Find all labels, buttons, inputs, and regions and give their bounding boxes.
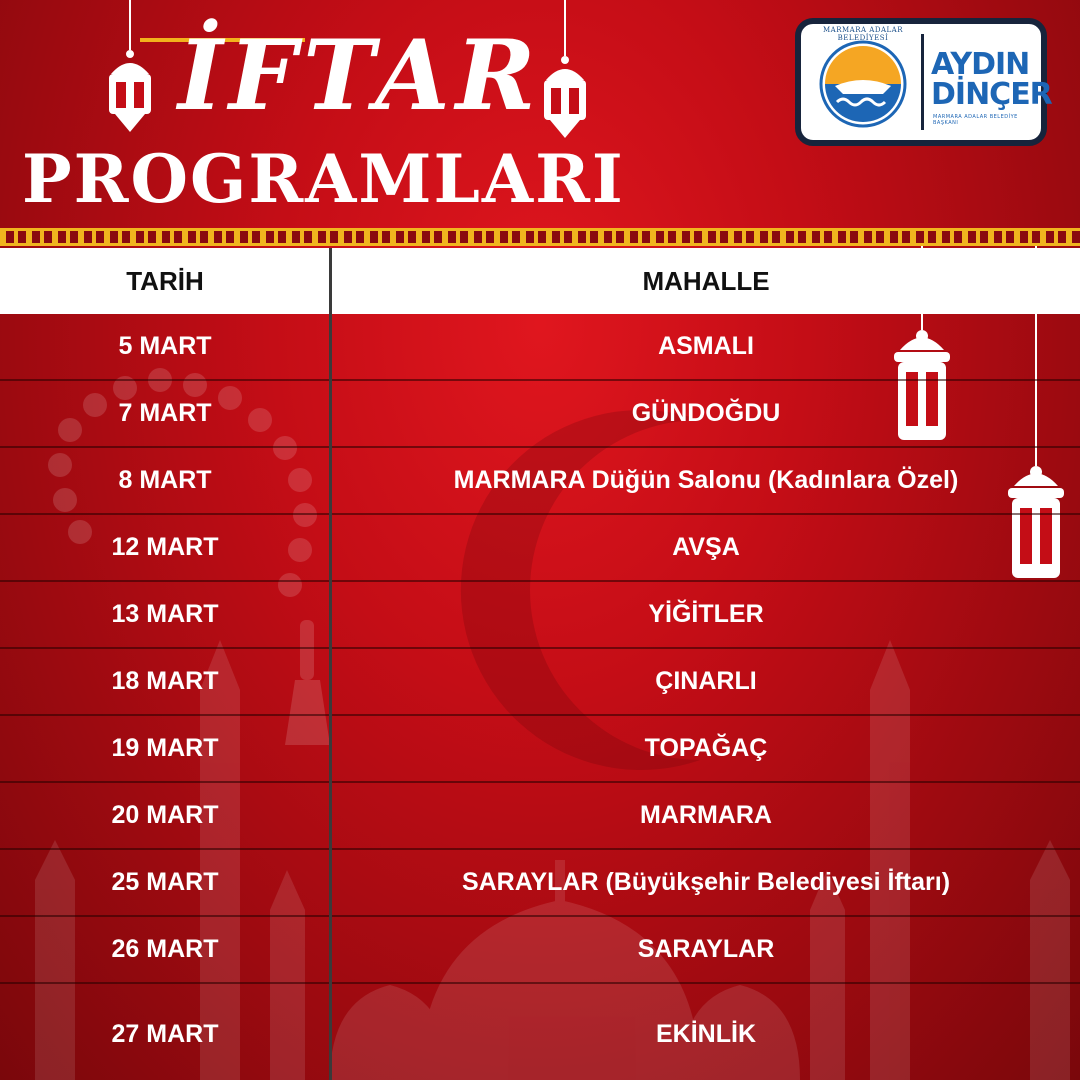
row-neighborhood: TOPAĞAÇ [644,734,768,762]
row-neighborhood: YİĞİTLER [648,600,764,628]
row-neighborhood: AVŞA [672,533,740,561]
header [0,0,1080,230]
municipality-logo [795,18,1052,146]
table-row [0,582,1080,649]
row-neighborhood: EKİNLİK [656,1020,756,1048]
row-date: 25 MART [111,868,219,896]
row-neighborhood: SARAYLAR [637,935,775,963]
row-neighborhood: MARMARA [640,801,772,829]
row-date: 27 MART [111,1020,219,1048]
logo-name [931,47,1052,112]
logo-name-line-1: AYDIN [931,47,1030,82]
row-date: 20 MART [111,801,219,829]
municipality-emblem-icon [819,40,907,128]
row-neighborhood: ASMALI [658,332,754,360]
table-row [0,381,1080,448]
column-header-date: TARİH [126,266,204,296]
row-date: 5 MART [118,332,212,360]
table-row [0,716,1080,783]
table-row [0,649,1080,716]
row-date: 8 MART [118,466,212,494]
lantern-icon-center [540,0,590,140]
row-neighborhood: MARMARA Düğün Salonu (Kadınlara Özel) [453,466,959,494]
table-row [0,850,1080,917]
table-header-row [0,248,1080,314]
row-date: 19 MART [111,734,219,762]
column-header-neighborhood: MAHALLE [642,266,770,296]
row-date: 18 MART [111,667,219,695]
table-row [0,783,1080,850]
logo-subtitle: MARMARA ADALAR BELEDİYE BAŞKANI [933,114,1018,126]
table-row [0,515,1080,582]
table-row [0,448,1080,515]
logo-ring-text: MARMARA ADALAR BELEDİYESİ [823,26,903,42]
row-neighborhood: SARAYLAR (Büyükşehir Belediyesi İftarı) [461,868,951,896]
lantern-icon-left [105,0,155,135]
row-date: 12 MART [111,533,219,561]
logo-divider [921,34,924,130]
logo-name-line-2: DİNÇER [931,77,1052,112]
row-neighborhood: ÇINARLI [655,667,757,695]
table-row [0,314,1080,381]
row-date: 26 MART [111,935,219,963]
row-neighborhood: GÜNDOĞDU [631,399,781,427]
row-date: 7 MART [118,399,212,427]
table-row [0,917,1080,984]
schedule-table [0,314,1080,1080]
table-row [0,984,1080,1080]
row-date: 13 MART [111,600,219,628]
title-programlari: PROGRAMLARI [22,140,625,218]
column-divider [329,248,332,1080]
ornamental-border [0,228,1080,246]
title-iftar: İFTAR [178,19,542,132]
